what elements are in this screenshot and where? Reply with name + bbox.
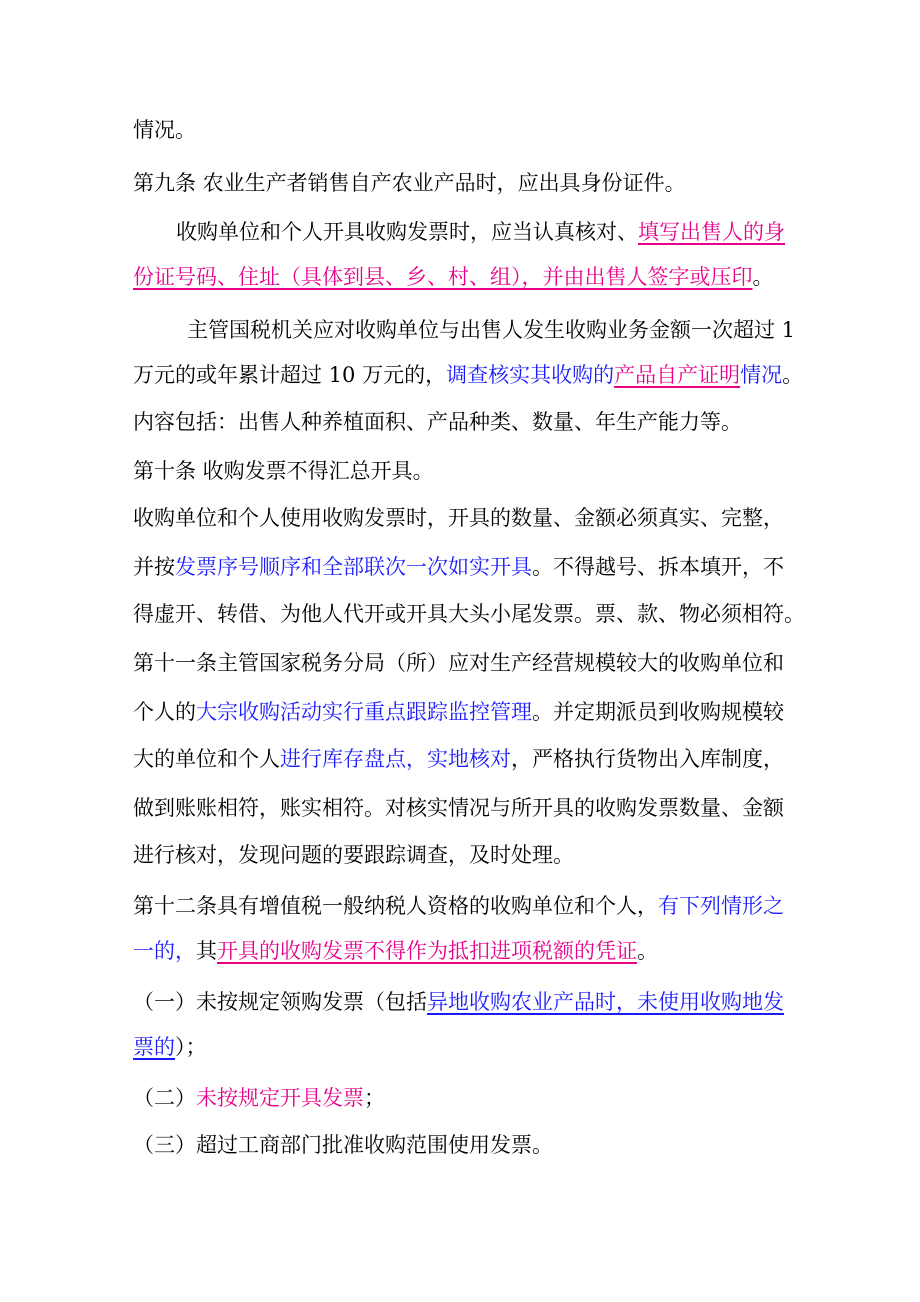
highlight-text: 情况: [740, 363, 783, 387]
highlight-text: 一的，: [133, 939, 196, 963]
text-line: [133, 588, 813, 641]
text-run: ；: [364, 1086, 385, 1110]
text-run: （二）: [133, 1086, 196, 1110]
text-run: 第九条 农业生产者销售自产农业产品时，应出具身份证件。: [133, 171, 686, 195]
list-item-2: [133, 1072, 813, 1125]
text-run: 做到账账相符，账实相符。对核实情况与所开具的收购发票数量、金额: [133, 796, 784, 820]
text-run: ）；: [175, 1035, 207, 1059]
text-run: 主管国税机关应对收购单位与出售人发生收购业务金额一次超过 1: [187, 318, 796, 342]
highlight-text: 票的: [133, 1035, 175, 1059]
highlight-text: 开具的收购发票不得作为抵扣进项税额的凭证: [217, 939, 637, 963]
text-run: （三）超过工商部门批准收购范围使用发票。: [133, 1133, 553, 1157]
highlight-text: 大宗收购活动实行重点跟踪监控管理: [196, 700, 532, 724]
text-line: [133, 396, 813, 449]
text-run: 。: [637, 939, 658, 963]
text-line: [133, 104, 813, 157]
text-run: 其: [196, 939, 217, 963]
text-run: 。并定期派员到收购规模较: [532, 700, 784, 724]
text-run: 。不得越号、拆本填开，不: [532, 555, 784, 579]
text-line: [133, 686, 813, 739]
text-run: 得虚开、转借、为他人代开或开具大头小尾发票。票、款、物必须相符。: [133, 602, 805, 626]
text-line: [133, 492, 813, 545]
text-run: 万元的或年累计超过 10 万元的，: [133, 363, 447, 387]
text-line: [133, 251, 813, 304]
text-line: [133, 1021, 813, 1074]
highlight-text: 进行库存盘点，实地核对: [280, 747, 511, 771]
text-run: 收购单位和个人使用收购发票时，开具的数量、金额必须真实、完整，: [133, 506, 784, 530]
text-run: 大的单位和个人: [133, 747, 280, 771]
text-run: 第十条 收购发票不得汇总开具。: [133, 459, 434, 483]
highlight-text: 产品自产证明: [614, 363, 741, 387]
list-item-3: [133, 1119, 813, 1172]
highlight-text: 份证号码、住址（具体到县、乡、村、组），并由出售人签字或压印: [133, 265, 753, 289]
text-run: （一）未按规定领购发票（包括: [133, 990, 427, 1014]
text-run: 进行核对，发现问题的要跟踪调查，及时处理。: [133, 843, 574, 867]
text-run: 情况。: [133, 118, 196, 142]
text-run: 并按: [133, 555, 175, 579]
text-run: 第十一条主管国家税务分局（所）应对生产经营规模较大的收购单位和: [133, 651, 784, 675]
text-line: [133, 829, 813, 882]
text-line: [133, 541, 813, 594]
text-line: [133, 925, 813, 978]
text-run: 第十二条具有增值税一般纳税人资格的收购单位和个人，: [133, 894, 658, 918]
text-run: 内容包括：出售人种养植面积、产品种类、数量、年生产能力等。: [133, 410, 742, 434]
highlight-text: 调查核实其收购的: [446, 363, 615, 387]
highlight-text: 异地收购农业产品时，未使用收购地发: [427, 990, 784, 1014]
text-run: ，严格执行货物出入库制度，: [511, 747, 784, 771]
text-run: 。: [782, 363, 804, 387]
text-run: 收购单位和个人开具收购发票时，应当认真核对、: [176, 220, 638, 244]
text-line: [133, 349, 813, 402]
article-11-heading: [133, 637, 813, 690]
highlight-text: 有下列情形之: [658, 894, 784, 918]
highlight-text: 发票序号顺序和全部联次一次如实开具: [175, 555, 532, 579]
text-line: [133, 782, 813, 835]
text-run: 。: [752, 265, 774, 289]
article-10-heading: [133, 445, 813, 498]
highlight-text: 填写出售人的身: [638, 220, 785, 244]
article-9-heading: [133, 157, 813, 210]
highlight-text: 未按规定开具发票: [196, 1086, 364, 1110]
text-line: [133, 733, 813, 786]
text-run: 个人的: [133, 700, 196, 724]
